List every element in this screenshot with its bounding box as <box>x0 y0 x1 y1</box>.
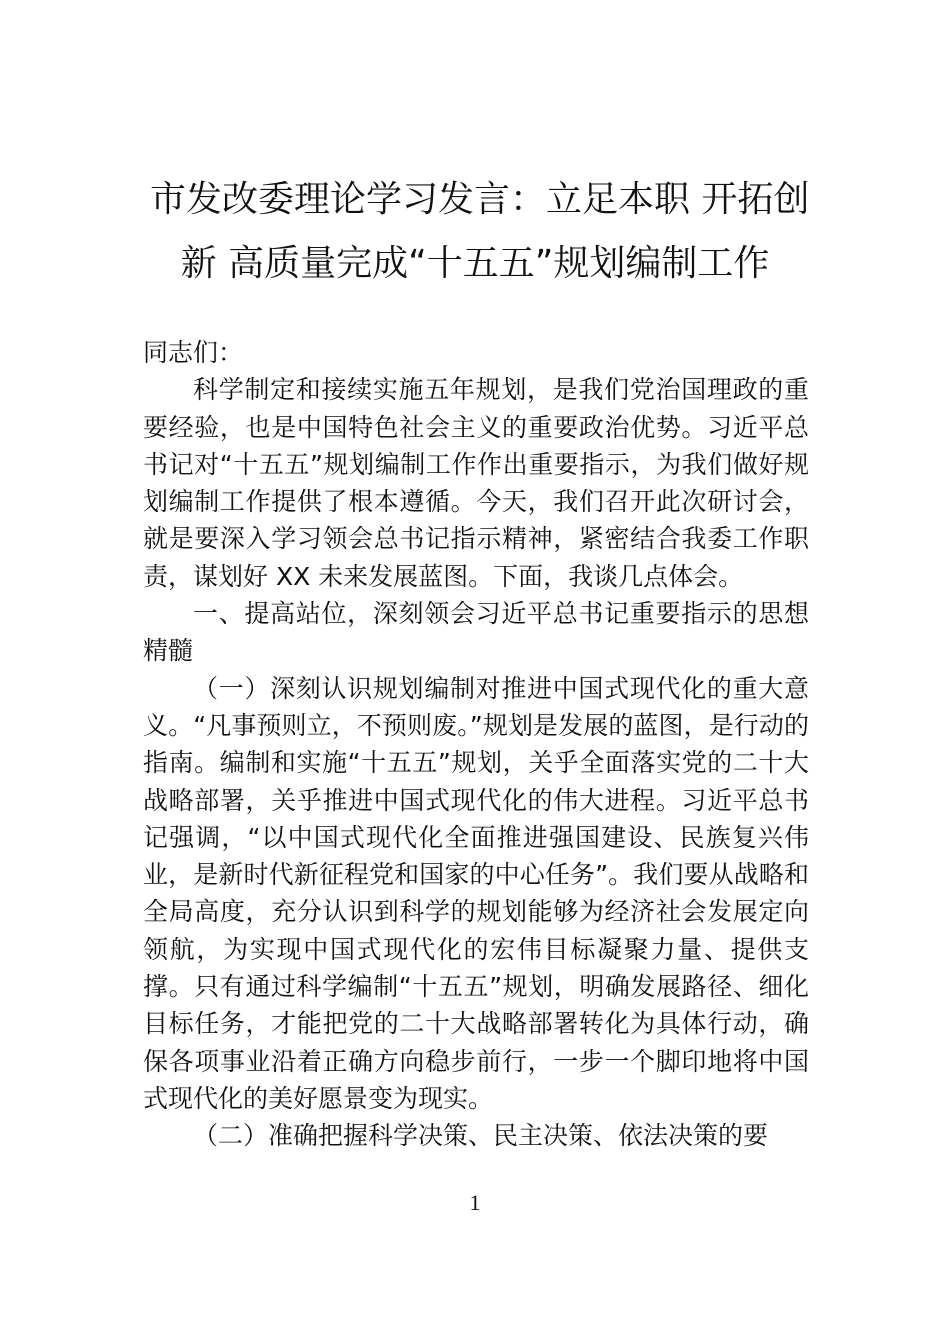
paragraph-section-1-2: （二）准确把握科学决策、民主决策、依法决策的要 <box>193 1121 769 1151</box>
salutation: 同志们： <box>143 338 244 367</box>
section-heading-1: 一、提高站位，深刻领会习近平总书记重要指示的思想精髓 <box>143 599 809 666</box>
document-title <box>150 168 810 296</box>
title-line-2: 新 高质量完成“十五五”规划编制工作 <box>180 243 770 284</box>
paragraph-section-1-1: （一）深刻认识规划编制对推进中国式现代化的重大意义。“凡事预则立，不预则废。”规划是发展的蓝图，是行动的指南。编制和实施“十五五”规划，关乎全面落实党的二十大战略部署，关乎推进中国式现代化的伟大进程。习近平总书记强调，“以中国式现代化全面推进强国建设、民族复兴伟业，是新时代新征程党和国家的中心任务”。我们要从战略和全局高度，充分认识到科学的规划能够为经济社会发展定向领航，为实现中国式现代化的宏伟目标凝聚力量、提供支撑。只有通过科学编制“十五五”规划，明确发展路径、细化目标任务，才能把党的二十大战略部署转化为具体行动，确保各项事业沿着正确方向稳步前行，一步一个脚印地将中国式现代化的美好愿景变为现实。 <box>143 673 809 1113</box>
document-body <box>143 334 809 1155</box>
paragraph-intro: 科学制定和接续实施五年规划，是我们党治国理政的重要经验，也是中国特色社会主义的重要政治优势。习近平总书记对“十五五”规划编制工作作出重要指示，为我们做好规划编制工作提供了根本遵循。今天，我们召开此次研讨会，就是要深入学习领会总书记指示精神，紧密结合我委工作职责，谋划好 XX 未来发展蓝图。下面，我谈几点体会。 <box>143 375 809 591</box>
title-line-1: 市发改委理论学习发言：立足本职 开拓创 <box>150 179 810 220</box>
page-number: 1 <box>469 1190 481 1215</box>
